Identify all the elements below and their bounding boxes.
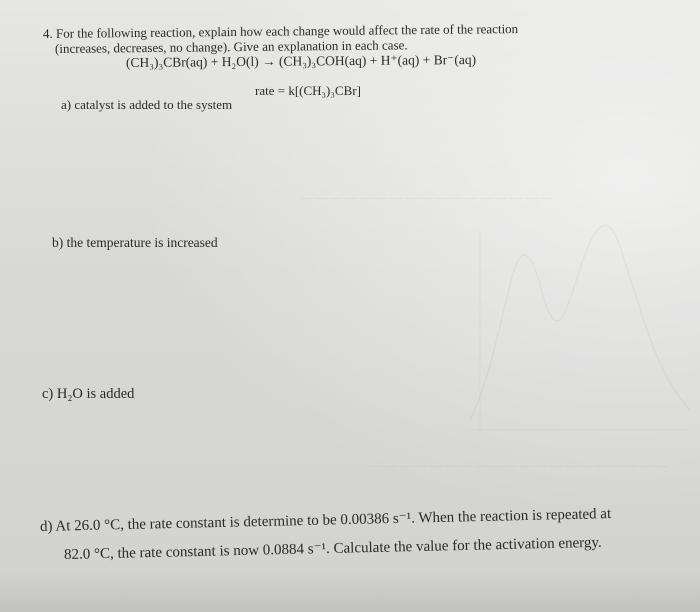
part-c-prompt: c) H₂O is added [42,386,135,402]
part-d-prompt-line-2: 82.0 °C, the rate constant is now 0.0884 s⁻¹. Calculate the value for the activation energy. [63,534,602,563]
photo-shadow [0,572,700,612]
part-d-prompt-line-1: d) At 26.0 °C, the rate constant is determine to be 0.00386 s⁻¹. When the reaction is repeated at [39,506,612,535]
question-intro-line-2: (increases, decreases, no change). Give an explanation in each case. [54,37,408,56]
rate-law: rate = k[(CH₃)₃CBr] [255,83,361,98]
part-a-prompt: a) catalyst is added to the system [61,97,233,112]
bleed-through-text: — — — — — — — — — — — — — — — — — — — — [370,458,667,472]
bleed-through-text: — — — — — — — — — — — — — — — — — [300,190,552,204]
part-b-prompt: b) the temperature is increased [52,235,218,250]
question-intro-line-1: 4. For the following reaction, explain how each change would affect the rate of the reaction [42,21,519,41]
reaction-equation: (CH₃)₃CBr(aq) + H₂O(l) → (CH₃)₃COH(aq) + H⁺(aq) + Br⁻(aq) [125,51,477,70]
